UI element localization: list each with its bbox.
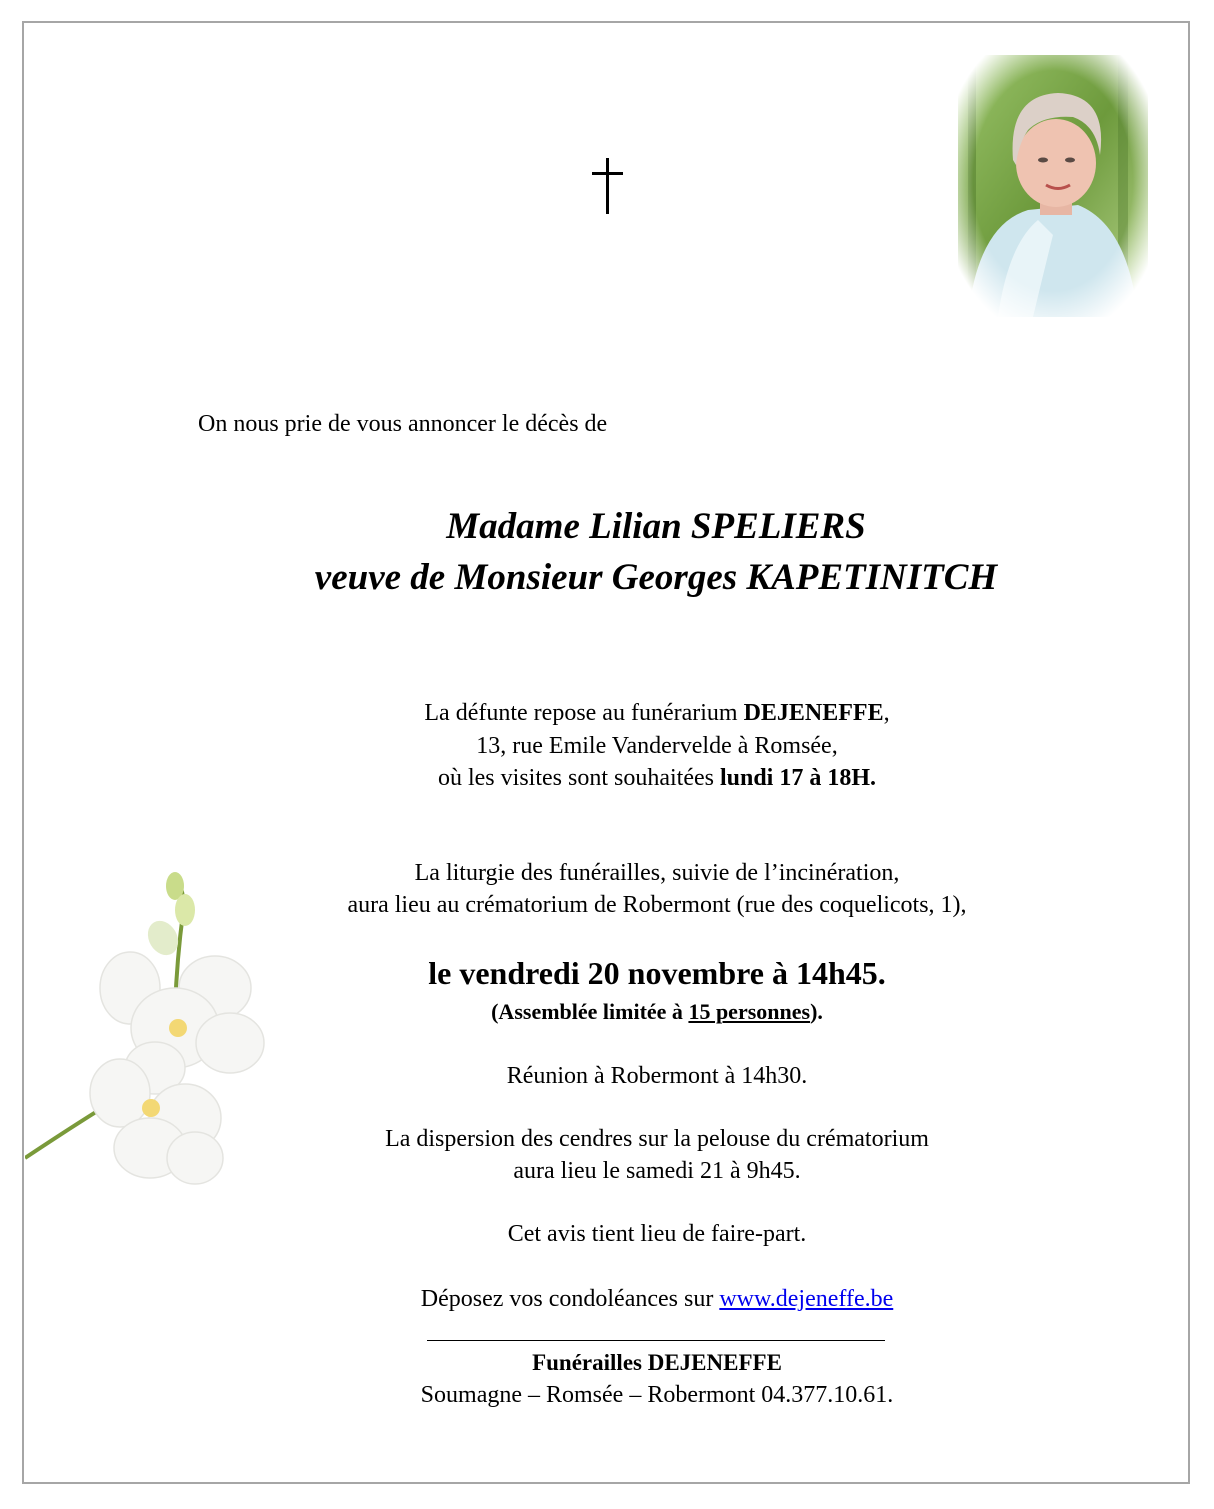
repose-line-2: 13, rue Emile Vandervelde à Romsée,	[476, 733, 838, 759]
faire-part-text: Cet avis tient lieu de faire-part.	[507, 1221, 807, 1247]
ceremony-date: le vendredi 20 novembre à 14h45.	[428, 955, 886, 991]
meeting-text: Réunion à Robermont à 14h30.	[506, 1063, 808, 1089]
dispersion-line-2: aura lieu le samedi 21 à 9h45.	[513, 1158, 801, 1184]
deceased-name: Madame Lilian SPELIERS	[446, 506, 866, 547]
spouse-line: veuve de Monsieur Georges KAPETINITCH	[314, 557, 998, 598]
footer-company: Funérailles DEJENEFFE	[532, 1350, 782, 1375]
website-link[interactable]: www.dejeneffe.be	[719, 1286, 894, 1312]
dispersion-line-1: La dispersion des cendres sur la pelouse du crématorium	[385, 1126, 929, 1152]
condolences-line: Déposez vos condoléances sur www.dejeneffe.be	[420, 1286, 894, 1312]
footer-locations-phone: Soumagne – Romsée – Robermont 04.377.10.61.	[420, 1382, 894, 1408]
repose-line-1: La défunte repose au funérarium DEJENEFFE,	[424, 700, 890, 726]
cross-icon	[580, 150, 636, 220]
liturgy-line-1: La liturgie des funérailles, suivie de l’incinération,	[414, 860, 900, 886]
intro-text: On nous prie de vous annoncer le décès de	[198, 411, 608, 437]
repose-line-3: où les visites sont souhaitées lundi 17 à 18H.	[437, 765, 877, 791]
portrait-photo	[958, 55, 1148, 317]
footer-divider	[427, 1340, 885, 1341]
liturgy-line-2: aura lieu au crématorium de Robermont (rue des coquelicots, 1),	[347, 892, 967, 918]
assembly-limit: (Assemblée limitée à 15 personnes).	[491, 999, 823, 1024]
